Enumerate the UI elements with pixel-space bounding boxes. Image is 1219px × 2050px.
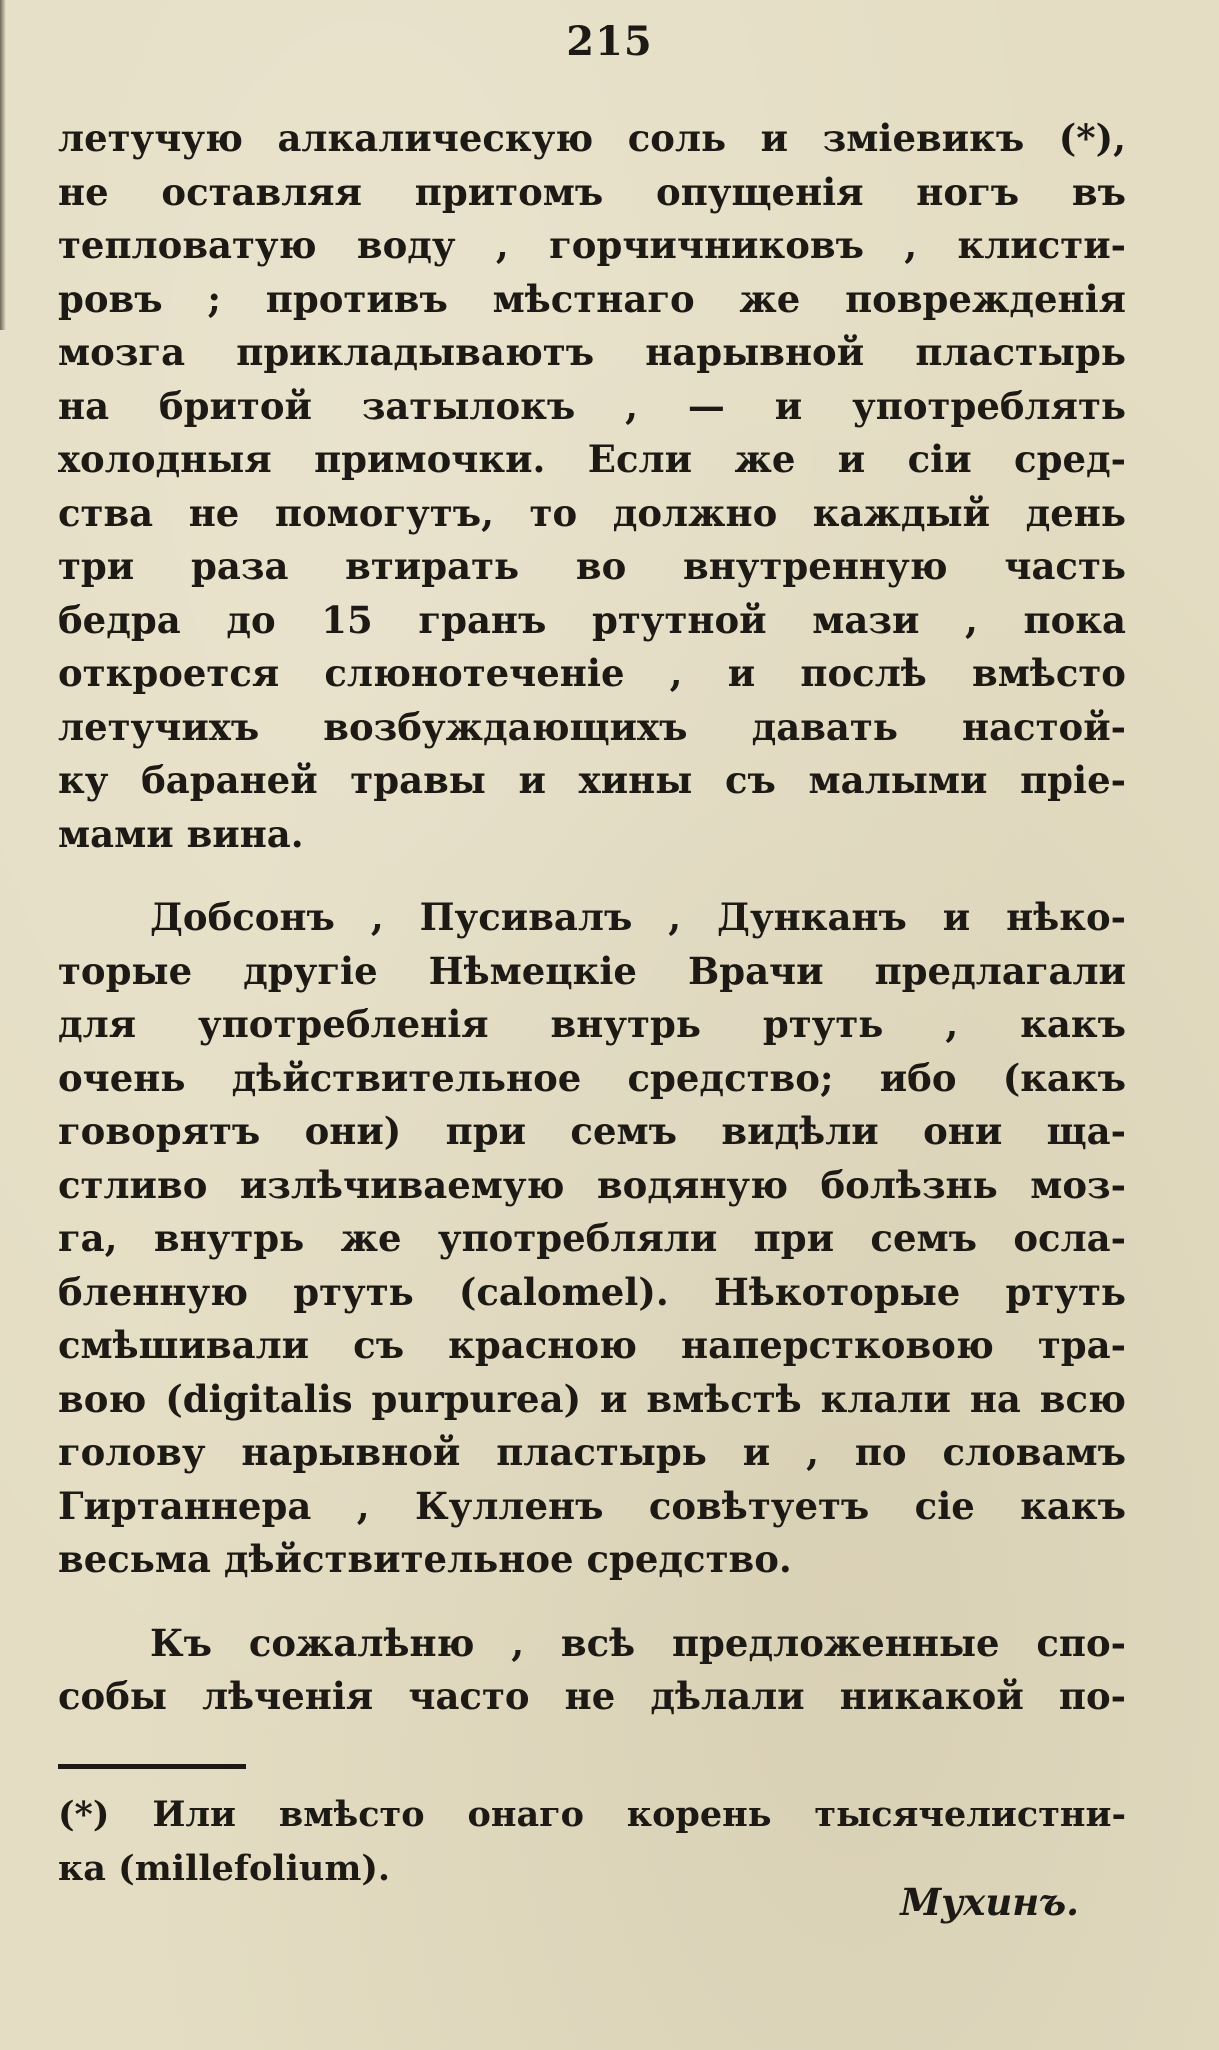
text-line: бленную ртуть (calomel). Нѣкоторые ртуть [58,1269,1126,1314]
text-line: очень дѣйствительное средство; ибо (какъ [58,1055,1126,1100]
text-line: стливо излѣчиваемую водяную болѣзнь моз- [58,1162,1126,1207]
text-line: летучую алкалическую соль и зміевикъ (*), [58,116,1126,160]
page-number: 215 [566,18,653,65]
text-line: мозга прикладываютъ нарывной пластырь [58,330,1126,374]
footnote-signature: Мухинъ. [900,1880,1079,1924]
text-line: Къ сожалѣню , всѣ предложенные спо- [150,1620,1126,1665]
paragraph [58,891,1126,1587]
paragraph [58,1617,1126,1724]
text-line: ровъ ; противъ мѣстнаго же поврежденія [58,276,1126,321]
text-line: летучихъ возбуждающихъ давать настой- [58,704,1126,749]
text-line: ства не помогутъ, то должно каждый день [58,490,1126,535]
text-line: бедра до 15 гранъ ртутной мази , пока [58,597,1126,642]
text-line: холодныя примочки. Если же и сіи сред- [58,437,1126,481]
footnote-rule [58,1764,246,1769]
footnote-line: (*) Или вмѣсто онаго корень тысячелистни- [58,1794,1126,1835]
text-line: ку бараней травы и хины съ малыми пріе- [58,758,1126,802]
text-line: голову нарывной пластырь и , по словамъ [58,1430,1126,1474]
text-line: собы лѣченія часто не дѣлали никакой по- [58,1674,1126,1718]
text-line: торые другіе Нѣмецкіе Врачи предлагали [58,948,1126,993]
text-line: три раза втирать во внутренную часть [58,544,1126,588]
text-line: говорятъ они) при семъ видѣли они ща- [58,1109,1126,1153]
paragraph-gap [58,1587,1126,1617]
text-line: для употребленія внутрь ртуть , какъ [58,1002,1126,1046]
text-line: га, внутрь же употребляли при семъ осла- [58,1216,1126,1260]
body-text [58,112,1126,1724]
text-line: не оставляя притомъ опущенія ногъ въ [58,169,1126,214]
paragraph-gap [58,861,1126,891]
text-line: откроется слюнотеченіе , и послѣ вмѣсто [58,651,1126,695]
text-line: смѣшивали съ красною наперстковою тра- [58,1323,1126,1367]
footnote-line: ка (millefolium). [58,1847,391,1889]
text-line: весьма дѣйствительное средство. [58,1537,792,1581]
text-line: Гиртаннера , Кулленъ совѣтуетъ сіе какъ [58,1483,1126,1528]
paragraph [58,112,1126,861]
text-line: Добсонъ , Пусивалъ , Дунканъ и нѣко- [150,895,1126,939]
text-line: на бритой затылокъ , — и употреблять [58,383,1126,428]
text-line: мами вина. [58,811,304,856]
text-line: вою (digitalis purpurea) и вмѣстѣ клали на всю [58,1376,1126,1421]
text-line: тепловатую воду , горчичниковъ , клисти- [58,223,1126,267]
